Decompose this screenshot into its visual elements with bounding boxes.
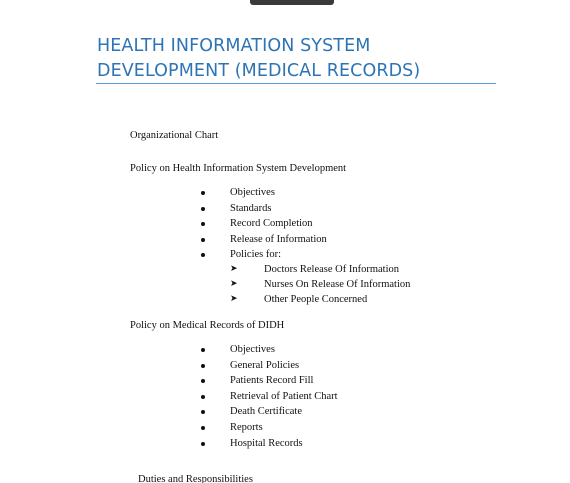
list-item-label: Hospital Records — [230, 437, 303, 449]
bullet-icon — [201, 442, 205, 446]
org-chart-heading: Organizational Chart — [130, 130, 219, 141]
bullet-icon — [201, 426, 205, 430]
list-item — [230, 232, 327, 248]
list-item — [230, 185, 327, 201]
document-title-line-1: HEALTH INFORMATION SYSTEM — [97, 36, 371, 56]
bullet-icon — [201, 222, 205, 226]
bullet-icon — [201, 238, 205, 242]
bullet-icon — [201, 207, 205, 211]
list-item-label: Release of Information — [230, 233, 327, 245]
didh-policy-heading: Policy on Medical Records of DIDH — [130, 320, 285, 331]
list-item-label: Death Certificate — [230, 406, 303, 418]
title-underline — [96, 83, 496, 84]
his-policy-heading: Policy on Health Information System Development — [130, 163, 347, 174]
duties-heading: Duties and Responsibilities — [138, 474, 253, 483]
list-item-label: Standards — [230, 202, 272, 214]
list-item-label: Record Completion — [230, 218, 313, 230]
list-item — [230, 389, 338, 405]
his-policy-list — [230, 185, 327, 263]
list-item — [230, 373, 338, 389]
arrowhead-icon: ➤ — [230, 279, 238, 289]
sublist-item — [230, 262, 410, 277]
bullet-icon — [201, 191, 205, 195]
didh-policy-list — [230, 342, 338, 451]
sublist-item — [230, 277, 411, 292]
list-item — [230, 216, 327, 232]
list-item-label: Patients Record Fill — [230, 375, 314, 387]
bullet-icon — [201, 395, 205, 399]
bullet-icon — [201, 410, 205, 414]
bullet-icon — [201, 253, 205, 257]
bullet-icon — [201, 379, 205, 383]
list-item-label: Objectives — [230, 187, 275, 198]
list-item-label: General Policies — [230, 359, 300, 371]
policies-for-sublist — [230, 262, 411, 307]
list-item-label: Reports — [230, 421, 263, 433]
sublist-item — [230, 292, 410, 307]
list-item — [230, 201, 327, 217]
list-item — [230, 436, 338, 452]
list-item — [230, 247, 327, 263]
list-item — [230, 420, 338, 436]
list-item — [230, 358, 338, 374]
sublist-item-label: Nurses On Release Of Information — [264, 279, 411, 290]
document-title-line-2: DEVELOPMENT (MEDICAL RECORDS) — [97, 61, 421, 81]
document-title — [97, 34, 495, 84]
list-item — [230, 404, 338, 420]
list-item-label: Policies for: — [230, 249, 282, 261]
top-toolbar-tab — [250, 0, 334, 5]
list-item-label: Retrieval of Patient Chart — [230, 390, 338, 402]
sublist-item-label: Other People Concerned — [264, 294, 368, 305]
list-item-label: Objectives — [230, 344, 275, 355]
sublist-item-label: Doctors Release Of Information — [264, 264, 399, 275]
list-item — [230, 342, 338, 358]
arrowhead-icon: ➤ — [230, 294, 238, 304]
bullet-icon — [201, 348, 205, 352]
bullet-icon — [201, 364, 205, 368]
arrowhead-icon: ➤ — [230, 264, 238, 274]
